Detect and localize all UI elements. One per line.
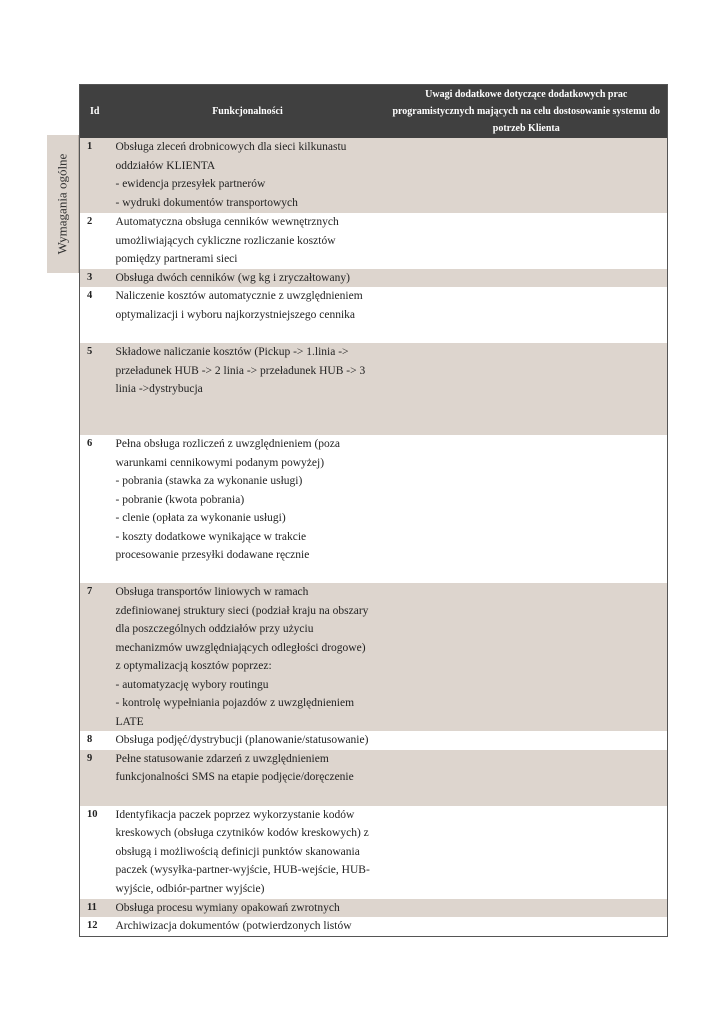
- functionality-line: LATE: [115, 715, 144, 728]
- functionality-line: Obsługa procesu wymiany opakowań zwrotnych: [115, 901, 340, 914]
- functionality-line: Automatyczna obsługa cenników wewnętrznych: [115, 216, 339, 228]
- row-id: 2: [80, 213, 110, 269]
- table-row: [80, 806, 668, 899]
- functionality-line: kreskowych (obsługa czytników kodów kreskowych) z: [115, 827, 369, 839]
- row-functionality: [110, 806, 386, 899]
- functionality-line: Identyfikacja paczek poprzez wykorzystanie kodów: [115, 808, 355, 821]
- functionality-line: z optymalizacją kosztów poprzez:: [115, 660, 272, 672]
- table-row: [80, 138, 668, 213]
- row-id: 4: [80, 287, 110, 343]
- row-notes: [386, 138, 668, 213]
- row-functionality: [110, 731, 386, 750]
- functionality-line: - automatyzację wybory routingu: [115, 678, 269, 691]
- row-functionality: [110, 899, 386, 918]
- row-notes: [386, 806, 668, 899]
- functionality-line: - pobrania (stawka za wykonanie usługi): [115, 475, 303, 487]
- row-functionality: [110, 138, 386, 213]
- functionality-line: Naliczenie kosztów automatycznie z uwzględnieniem: [115, 290, 363, 302]
- row-notes: [386, 583, 668, 731]
- table-row: [80, 731, 668, 750]
- row-id: 10: [80, 806, 110, 899]
- functionality-line: pomiędzy partnerami sieci: [115, 253, 238, 265]
- functionality-line: linia ->dystrybucja: [115, 383, 203, 395]
- functionality-line: paczek (wysyłka-partner-wyjście, HUB-wejście, HUB-: [115, 864, 370, 876]
- row-notes: [386, 731, 668, 750]
- row-notes: [386, 917, 668, 936]
- functionality-line: przeładunek HUB -> 2 linia -> przeładunek HUB -> 3: [115, 364, 366, 377]
- functionality-line: wyjście, odbiór-partner wyjście): [115, 882, 265, 895]
- row-functionality: [110, 583, 386, 731]
- requirements-table: [79, 84, 668, 937]
- functionality-line: umożliwiających cykliczne rozliczanie kosztów: [115, 234, 336, 247]
- row-functionality: [110, 917, 386, 936]
- row-notes: [386, 287, 668, 343]
- functionality-line: Pełna obsługa rozliczeń z uwzględnieniem (poza: [115, 438, 340, 450]
- functionality-line: - ewidencja przesyłek partnerów: [115, 178, 266, 190]
- functionality-line: Obsługa zleceń drobnicowych dla sieci kilkunastu: [115, 141, 347, 153]
- functionality-line: Pełne statusowanie zdarzeń z uwzględnieniem: [115, 752, 329, 765]
- row-id: 11: [80, 899, 110, 918]
- section-tab-label: Wymagania ogólne: [54, 153, 70, 255]
- functionality-line: - pobranie (kwota pobrania): [115, 493, 245, 506]
- row-functionality: [110, 435, 386, 583]
- row-notes: [386, 269, 668, 288]
- functionality-line: Obsługa transportów liniowych w ramach: [115, 586, 309, 598]
- functionality-line: dla poszczególnych oddziałów przy użyciu: [115, 623, 314, 635]
- table-row: [80, 583, 668, 731]
- row-id: 5: [80, 343, 110, 435]
- functionality-line: Archiwizacja dokumentów (potwierdzonych listów: [115, 920, 352, 932]
- functionality-line: - koszty dodatkowe wynikające w trakcie: [115, 530, 307, 543]
- row-functionality: [110, 343, 386, 435]
- table-row: [80, 750, 668, 806]
- functionality-line: Obsługa dwóch cenników (wg kg i zryczałtowany): [115, 271, 350, 284]
- header-notes: Uwagi dodatkowe dotyczące dodatkowych prac programistycznych mających na celu dostosowanie systemu do potrzeb Klienta: [386, 85, 668, 139]
- functionality-line: - clenie (opłata za wykonanie usługi): [115, 512, 286, 524]
- row-id: 9: [80, 750, 110, 806]
- row-functionality: [110, 269, 386, 288]
- functionality-line: zdefiniowanej struktury sieci (podział kraju na obszary: [115, 604, 369, 617]
- row-id: 1: [80, 138, 110, 213]
- functionality-line: mechanizmów uwzględniających odległości drogowe): [115, 641, 366, 654]
- functionality-line: oddziałów KLIENTA: [115, 159, 216, 172]
- header-functionality: Funkcjonalności: [110, 85, 386, 139]
- functionality-line: Składowe naliczanie kosztów (Pickup -> 1.linia ->: [115, 346, 349, 358]
- row-notes: [386, 343, 668, 435]
- functionality-line: funkcjonalności SMS na etapie podjęcie/doręczenie: [115, 771, 354, 783]
- table-row: [80, 287, 668, 343]
- table-row: [80, 917, 668, 936]
- functionality-line: Obsługa podjęć/dystrybucji (planowanie/statusowanie): [115, 734, 369, 746]
- table-row: [80, 269, 668, 288]
- row-id: 8: [80, 731, 110, 750]
- functionality-line: optymalizacji i wyboru najkorzystniejszego cennika: [115, 308, 356, 321]
- table-header-row: [80, 85, 668, 139]
- row-functionality: [110, 750, 386, 806]
- table-row: [80, 435, 668, 583]
- row-functionality: [110, 213, 386, 269]
- table-row: [80, 213, 668, 269]
- functionality-line: warunkami cennikowymi podanym powyżej): [115, 456, 325, 469]
- row-id: 7: [80, 583, 110, 731]
- row-notes: [386, 750, 668, 806]
- functionality-line: - wydruki dokumentów transportowych: [115, 196, 298, 209]
- section-tab: [47, 135, 80, 273]
- row-id: 3: [80, 269, 110, 288]
- row-id: 12: [80, 917, 110, 936]
- table-row: [80, 343, 668, 435]
- functionality-line: obsługą i możliwością definicji punktów skanowania: [115, 845, 360, 858]
- row-notes: [386, 213, 668, 269]
- row-id: 6: [80, 435, 110, 583]
- header-id: Id: [80, 85, 110, 139]
- functionality-line: - kontrolę wypełniania pojazdów z uwzględnieniem: [115, 697, 355, 709]
- row-functionality: [110, 287, 386, 343]
- row-notes: [386, 435, 668, 583]
- functionality-line: procesowanie przesyłki dodawane ręcznie: [115, 549, 310, 561]
- table-row: [80, 899, 668, 918]
- row-notes: [386, 899, 668, 918]
